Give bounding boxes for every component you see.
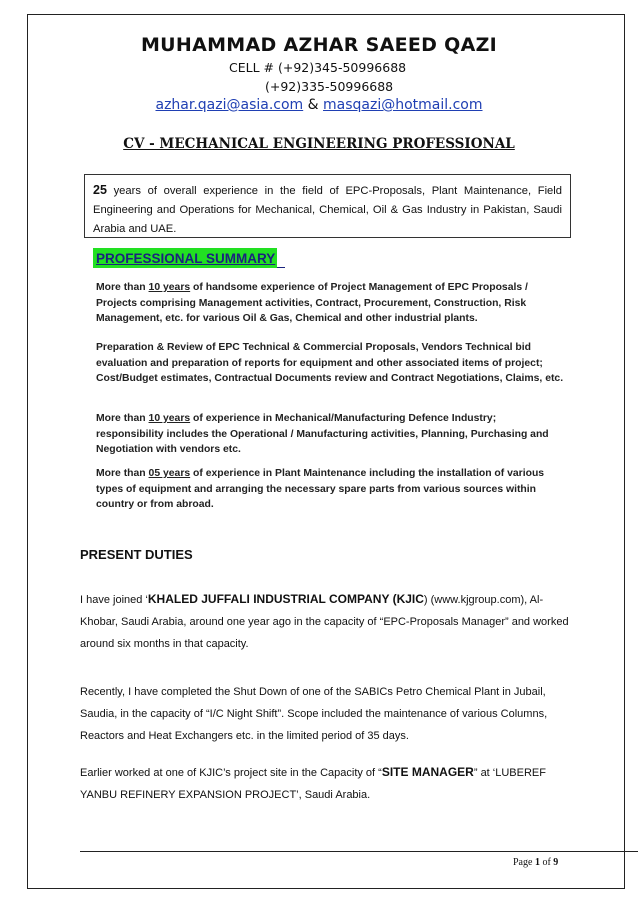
summary-text: of handsome experience of Project Management of EPC Proposals / Projects comprising Management activities, Contract, Procurement, Construction, Risk Management, etc. for various Oil & Gas, Chemical and other industrial plants. bbox=[96, 282, 528, 324]
summary-text: of experience in Mechanical/Manufacturing Defence Industry; responsibility includes the Operational / Manufacturing activities, Planning, Purchasing and Negotiation with vendors etc. bbox=[96, 413, 549, 455]
duties-paragraph-shutdown bbox=[80, 681, 580, 747]
phone-primary: CELL # (+92)345-50996688 bbox=[229, 60, 407, 75]
page-of: of bbox=[539, 857, 554, 868]
duties-text: I have joined ‘ bbox=[80, 594, 148, 606]
heading-underline-tail bbox=[277, 254, 285, 268]
duties-text: ) ( bbox=[423, 594, 435, 606]
professional-summary-heading bbox=[93, 250, 285, 268]
email-line bbox=[0, 97, 638, 113]
page-label: Page bbox=[513, 857, 535, 868]
summary-text: More than bbox=[96, 468, 149, 479]
summary-text: of experience in Plant Maintenance including the installation of various types of equipment and arranging the necessary spare parts from various sources within country or from abroad. bbox=[96, 468, 545, 510]
summary-paragraph-management bbox=[96, 280, 566, 327]
present-duties-heading: PRESENT DUTIES bbox=[80, 547, 193, 562]
summary-text: Preparation & Review of EPC Technical & Commercial Proposals, Vendors Technical bid evaluation and preparation of reports for equipment and other associated items of project; Cost/Budget estimates, Contractual Documents review and Contract Negotiations, Claims, etc. bbox=[96, 342, 564, 384]
summary-years: 05 years bbox=[148, 468, 191, 479]
duties-text: Earlier worked at one of KJIC’s project site in the Capacity of “ bbox=[80, 767, 382, 779]
summary-paragraph-maintenance bbox=[96, 466, 566, 513]
phone-secondary: (+92)335-50996688 bbox=[265, 79, 394, 94]
summary-text: More than bbox=[96, 413, 149, 424]
email-link-hotmail[interactable]: masqazi@hotmail.com bbox=[323, 97, 483, 113]
role-title: SITE MANAGER bbox=[381, 765, 474, 779]
company-website-link[interactable]: www.kjgroup.com bbox=[434, 594, 521, 606]
cv-title: CV - MECHANICAL ENGINEERING PROFESSIONAL bbox=[123, 136, 515, 152]
summary-text: More than bbox=[96, 282, 149, 293]
summary-paragraph-manufacturing bbox=[96, 411, 566, 458]
summary-paragraph-proposals bbox=[96, 340, 566, 387]
footer-divider bbox=[80, 851, 638, 852]
company-name: KHALED JUFFALI INDUSTRIAL COMPANY (KJIC bbox=[147, 592, 424, 606]
duties-text: Recently, I have completed the Shut Down of one of the SABICs Petro Chemical Plant in Jubail, Saudia, in the capacity of “I/C Night Shift”. Scope included the maintenance of various Columns, Reactors and Heat Exchangers etc. in the limited period of 35 days. bbox=[80, 686, 548, 742]
duties-text: ), Al-Khobar, Saudi Arabia, around one year ago in the capacity of “EPC-Proposals Manager” and worked around six months in that capacity. bbox=[80, 594, 569, 650]
page-current: 1 bbox=[534, 857, 540, 868]
overview-years: 25 bbox=[93, 183, 107, 197]
page-total: 9 bbox=[553, 857, 559, 868]
candidate-name: MUHAMMAD AZHAR SAEED QAZI bbox=[140, 34, 498, 56]
duties-text: ” at ‘LUBEREF YANBU REFINERY EXPANSION PROJECT’, Saudi Arabia. bbox=[80, 767, 546, 801]
overview-box bbox=[84, 174, 571, 238]
duties-paragraph-kjic bbox=[80, 588, 580, 655]
professional-summary-title: PROFESSIONAL SUMMARY bbox=[93, 248, 277, 268]
summary-years: 10 years bbox=[148, 413, 191, 424]
email-link-asia[interactable]: azhar.qazi@asia.com bbox=[155, 97, 304, 113]
summary-years: 10 years bbox=[148, 282, 191, 293]
duties-paragraph-site-manager bbox=[80, 761, 580, 806]
page-number bbox=[513, 857, 558, 868]
overview-text: years of overall experience in the field of EPC-Proposals, Plant Maintenance, Field Engineering and Operations for Mechanical, Chemical, Oil & Gas Industry in Pakistan, Saudi Arabia and UAE. bbox=[93, 185, 562, 235]
email-separator: & bbox=[303, 97, 324, 113]
